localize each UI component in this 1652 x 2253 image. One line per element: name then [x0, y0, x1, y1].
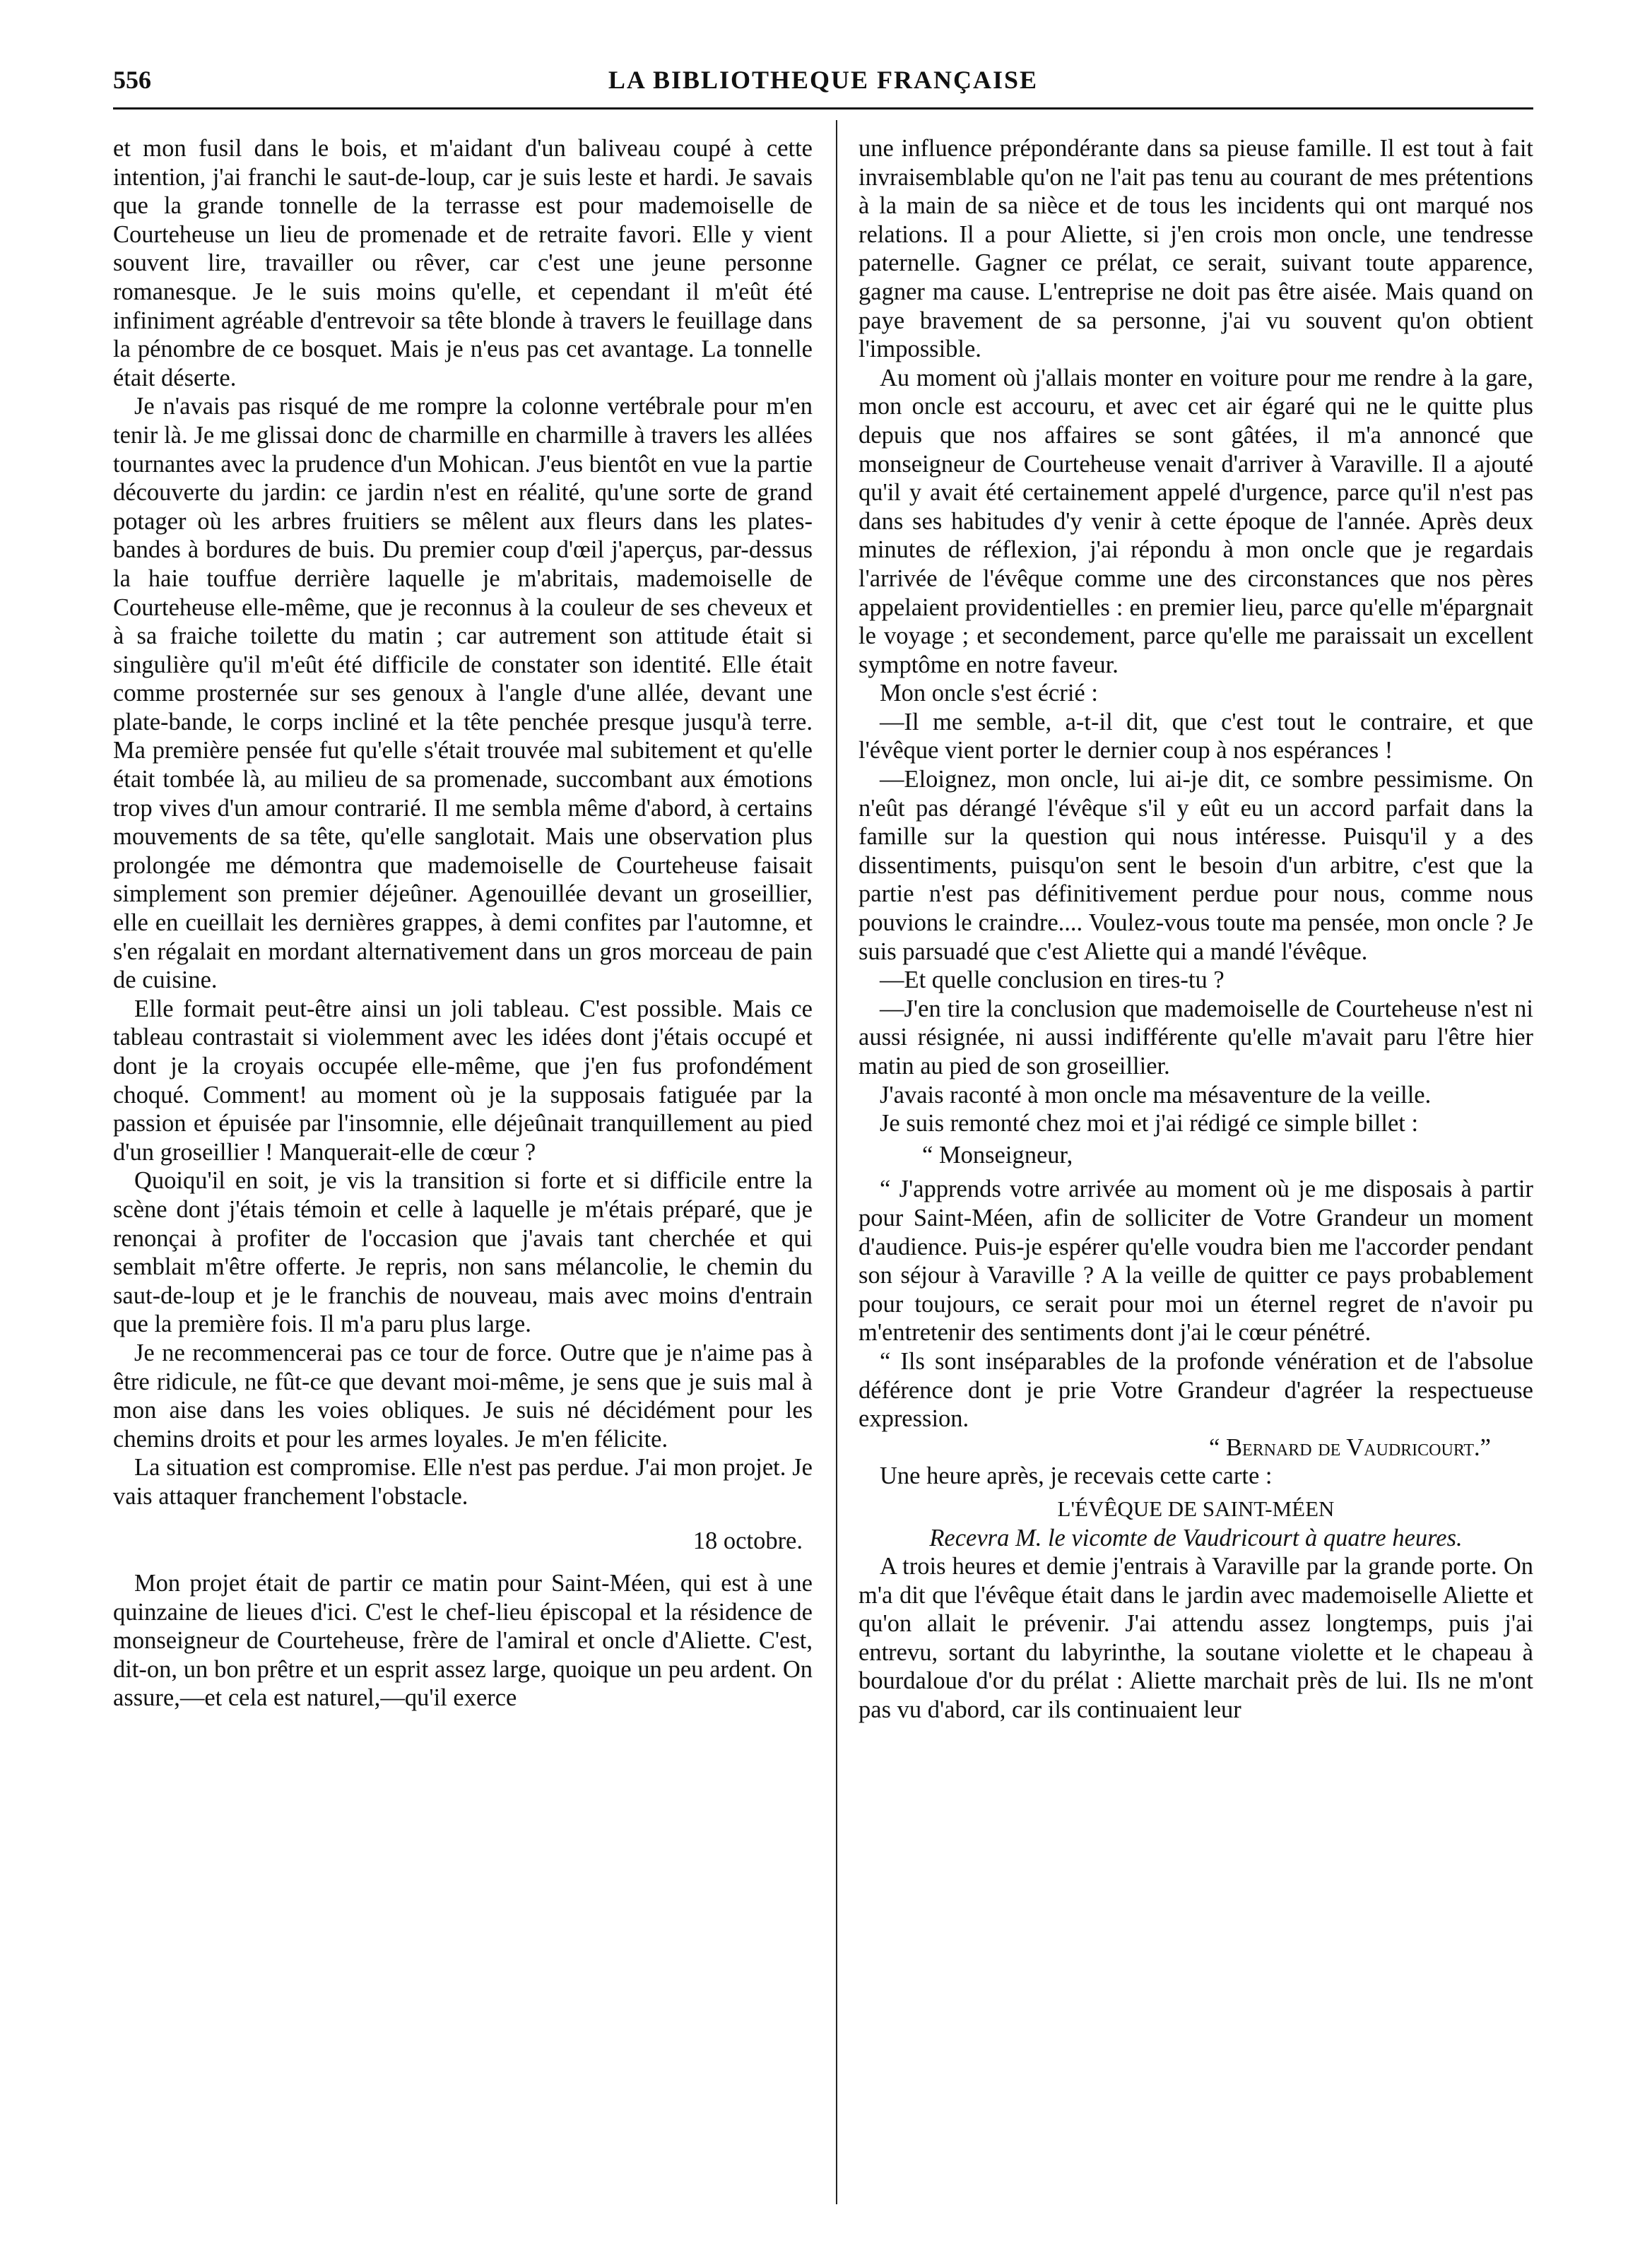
diary-date: 18 octobre. [692, 1527, 803, 1554]
paragraph: Je ne recommencerai pas ce tour de force. Outre que je n'aime pas à être ridicule, ne fût-ce que devant moi-même, je sens que je suis mal à mon aise dans les voies obliques. Je suis né décidément pour les chemins droits et pour les armes loyales. Je m'en félicite. [113, 1339, 813, 1453]
letter-signature: “ Bernard de Vaudricourt.” [1209, 1433, 1491, 1461]
page-number: 556 [113, 66, 151, 94]
paragraph: Quoiqu'il en soit, je vis la transition si forte et si difficile entre la scène dont j'étais témoin et celle à laquelle je m'étais préparé, que je renonçai à profiter de l'occasion que j'avais tant cherchée et qui semblait m'être offerte. Je repris, non sans mélancolie, le chemin du saut-de-loup et je le franchis de nouveau, mais avec moins d'entrain que la première fois. Il m'a paru plus large. [113, 1167, 813, 1338]
column-divider [836, 120, 837, 2204]
paragraph: A trois heures et demie j'entrais à Varaville par la grande porte. On m'a dit que l'évêque était dans le jardin avec mademoiselle Aliette et qu'on allait le prévenir. J'ai attendu assez longtemps, puis j'ai entrevu, sortant du labyrinthe, la soutane violette et le chapeau à bourdaloue d'or du prélat : Aliette marchait près de lui. Ils ne m'ont pas vu d'abord, car ils continuaient leur [859, 1553, 1533, 1724]
paragraph: une influence prépondérante dans sa pieuse famille. Il est tout à fait invraisemblable qu'on ne l'ait pas tenu au courant de mes prétentions à la main de sa nièce et de tous les incidents qui ont marqué nos relations. Il a pour Aliette, si j'en crois mon oncle, une tendresse paternelle. Gagner ce prélat, ce serait, suivant toute apparence, gagner ma cause. L'entreprise ne doit pas être aisée. Mais quand on paye bravement de sa personne, j'ai vu souvent qu'on obtient l'impossible. [859, 135, 1533, 363]
page-header [113, 65, 1533, 110]
letter-salutation: “ Monseigneur, [922, 1141, 1073, 1169]
paragraph: et mon fusil dans le bois, et m'aidant d'un baliveau coupé à cette intention, j'ai franchi le saut-de-loup, car je suis leste et hardi. Je savais que la grande tonnelle de la terrasse est pour mademoiselle de Courteheuse un lieu de promenade et de retraite favori. Elle y vient souvent lire, travailler ou rêver, car c'est une jeune personne romanesque. Je le suis moins qu'elle, et cependant il m'eût été infiniment agréable d'entrevoir sa tête blonde à travers le feuillage dans la pénombre de ce bosquet. Mais je n'eus pas cet avantage. La tonnelle était déserte. [113, 135, 813, 391]
dialogue-line: —Il me semble, a-t-il dit, que c'est tout le contraire, et que l'évêque vient porter le dernier coup à nos espérances ! [859, 708, 1533, 764]
paragraph: Je n'avais pas risqué de me rompre la colonne vertébrale pour m'en tenir là. Je me glissai donc de charmille en charmille à travers les allées tournantes avec la prudence d'un Mohican. J'eus bientôt en vue la partie découverte du jardin: ce jardin n'est en réalité, qu'une sorte de grand potager où les arbres fruitiers se mêlent aux fleurs dans les plates-bandes à bordures de buis. Du premier coup d'œil j'aperçus, par-dessus la haie touffue derrière laquelle je m'abritais, mademoiselle de Courteheuse elle-même, que je reconnus à la couleur de ses cheveux et à sa fraiche toilette du matin ; car autrement son attitude était si singulière qu'il m'eût été difficile de constater son identité. Elle était comme prosternée sur ses genoux à l'angle d'une allée, devant une plate-bande, le corps incliné et la tête penchée presque jusqu'à terre. Ma première pensée fut qu'elle s'était trouvée mal subitement et qu'elle était tombée là, au milieu de sa promenade, succombant aux émotions trop vives d'un amour contrarié. Il me sembla même d'abord, à certains mouvements de sa tête, qu'elle sanglotait. Mais une observation plus prolongée me démontra que mademoiselle de Courteheuse faisait simplement son premier déjeûner. Agenouillée devant un groseillier, elle en cueillait les dernières grappes, à demi confites par l'automne, et s'en régalait en mordant alternativement dans un gros morceau de pain de cuisine. [113, 393, 813, 994]
dialogue-line: —Et quelle conclusion en tires-tu ? [880, 966, 1225, 994]
card-text: Recevra M. le vicomte de Vaudricourt à quatre heures. [929, 1524, 1463, 1551]
paragraph: La situation est compromise. Elle n'est pas perdue. J'ai mon projet. Je vais attaquer franchement l'obstacle. [113, 1454, 813, 1510]
paragraph: Elle formait peut-être ainsi un joli tableau. C'est possible. Mais ce tableau contrastait si violemment avec les idées dont j'étais occupé et dont je la croyais occupée elle-même, que j'en fus profondément choqué. Comment! au moment où je la supposais fatiguée par la passion et épuisée par l'insomnie, elle déjeûnait tranquillement au pied d'un groseillier ! Manquerait-elle de cœur ? [113, 995, 813, 1166]
dialogue-line: —J'en tire la conclusion que mademoiselle de Courteheuse n'est ni aussi résignée, ni aussi indifférente qu'elle m'avait paru l'être hier matin au pied de son groseillier. [859, 995, 1533, 1080]
card-heading: L'ÉVÊQUE DE SAINT-MÉEN [1057, 1496, 1335, 1521]
paragraph: Je suis remonté chez moi et j'ai rédigé ce simple billet : [880, 1110, 1419, 1137]
paragraph: J'avais raconté à mon oncle ma mésaventure de la veille. [880, 1081, 1432, 1108]
paragraph: Mon oncle s'est écrié : [880, 680, 1098, 707]
paragraph: Mon projet était de partir ce matin pour Saint-Méen, qui est à une quinzaine de lieues d'ici. C'est le chef-lieu épiscopal et la résidence de monseigneur de Courteheuse, frère de l'amiral et oncle d'Aliette. C'est, dit-on, un bon prêtre et un esprit assez large, quoique un peu ardent. On assure,—et cela est naturel,—qu'il exerce [113, 1570, 813, 1712]
right-column [859, 134, 1533, 1725]
running-title: LA BIBLIOTHEQUE FRANÇAISE [608, 66, 1039, 94]
paragraph: Une heure après, je recevais cette carte : [880, 1462, 1273, 1490]
left-column [113, 134, 813, 1713]
paragraph: Au moment où j'allais monter en voiture pour me rendre à la gare, mon oncle est accouru, et avec cet air égaré qui ne le quitte plus depuis que nos affaires se sont gâtées, il m'a annoncé que monseigneur de Courteheuse venait d'arriver à Varaville. Il a ajouté qu'il y avait été certainement appelé d'urgence, parce qu'il n'est pas dans ses habitudes d'y venir à cette époque de l'année. Après deux minutes de réflexion, j'ai répondu à mon oncle que je regardais l'arrivée de l'évêque comme une des circonstances que nos pères appelaient providentielles : en premier lieu, parce qu'elle m'épargnait le voyage ; et secondement, parce qu'elle me paraissait un excellent symptôme en notre faveur. [859, 364, 1533, 678]
letter-paragraph: “ J'apprends votre arrivée au moment où je me disposais à partir pour Saint-Méen, afin de solliciter de Votre Grandeur un moment d'audience. Puis-je espérer qu'elle voudra bien me l'accorder pendant son séjour à Varaville ? A la veille de quitter ce pays probablement pour toujours, ce serait pour moi un éternel regret de n'avoir pu m'entretenir des sentiments dont j'ai le cœur pénétré. [859, 1176, 1533, 1347]
letter-paragraph: “ Ils sont inséparables de la profonde vénération et de l'absolue déférence dont je prie Votre Grandeur d'agréer la respectueuse expression. [859, 1347, 1533, 1433]
dialogue-line: —Eloignez, mon oncle, lui ai-je dit, ce sombre pessimisme. On n'eût pas dérangé l'évêque s'il y eût eu un accord parfait dans la famille sur la question qui nous intéresse. Puisqu'il y a des dissentiments, puisqu'on sent le besoin d'un arbitre, c'est que la partie n'est pas définitivement perdue pour nous, comme nous pouvions le craindre.... Voulez-vous toute ma pensée, mon oncle ? Je suis parsuadé que c'est Aliette qui a mandé l'évêque. [859, 766, 1533, 965]
header-rule [113, 107, 1533, 110]
